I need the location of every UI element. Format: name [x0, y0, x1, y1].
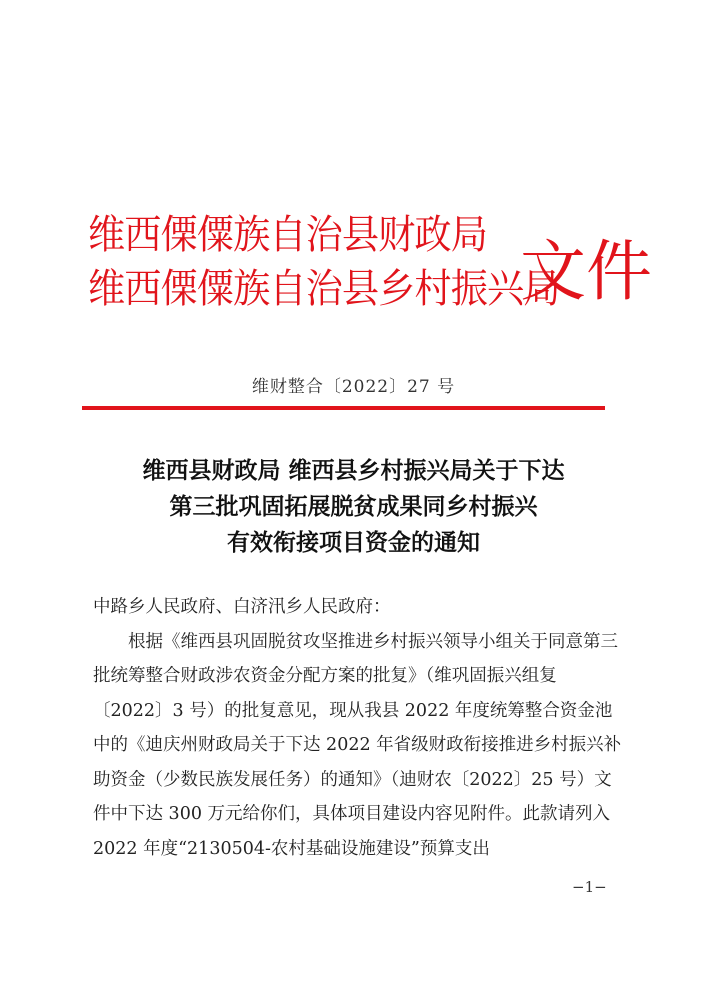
body-paragraph: 根据《维西县巩固脱贫攻坚推进乡村振兴领导小组关于同意第三批统筹整合财政涉农资金分配方案的批复》（维巩固振兴组复〔2022〕3 号）的批复意见，现从我县 2022 年度统筹整合资金池中的《迪庆州财政局关于下达 2022 年省级财政衔接推进乡村振兴补助资金（少数民族发展任务）的通知》（迪财农〔2022〕25 号）文件中下达 300 万元给你们，具体项目建设内容见附件。此款请列入 2022 年度“2130504-农村基础设施建设”预算支出 [93, 631, 622, 859]
document-type-label: 文件 [520, 233, 652, 310]
notice-title [0, 453, 707, 561]
page-number: −1− [572, 878, 607, 896]
recipients: 中路乡人民政府、白济汛乡人民政府： [93, 597, 391, 617]
title-line-3: 有效衔接项目资金的通知 [227, 530, 480, 556]
title-line-2: 第三批巩固拓展脱贫成果同乡村振兴 [169, 494, 538, 520]
notice-body [93, 590, 623, 866]
title-line-1: 维西县财政局 维西县乡村振兴局关于下达 [142, 458, 565, 484]
header-divider [82, 406, 605, 410]
issuing-agency-rural-revitalization: 维西傈僳族自治县乡村振兴局 [88, 266, 560, 312]
document-header [88, 210, 652, 330]
document-number: 维财整合〔2022〕27 号 [251, 377, 456, 397]
issuing-agency-finance: 维西傈僳族自治县财政局 [88, 212, 487, 258]
